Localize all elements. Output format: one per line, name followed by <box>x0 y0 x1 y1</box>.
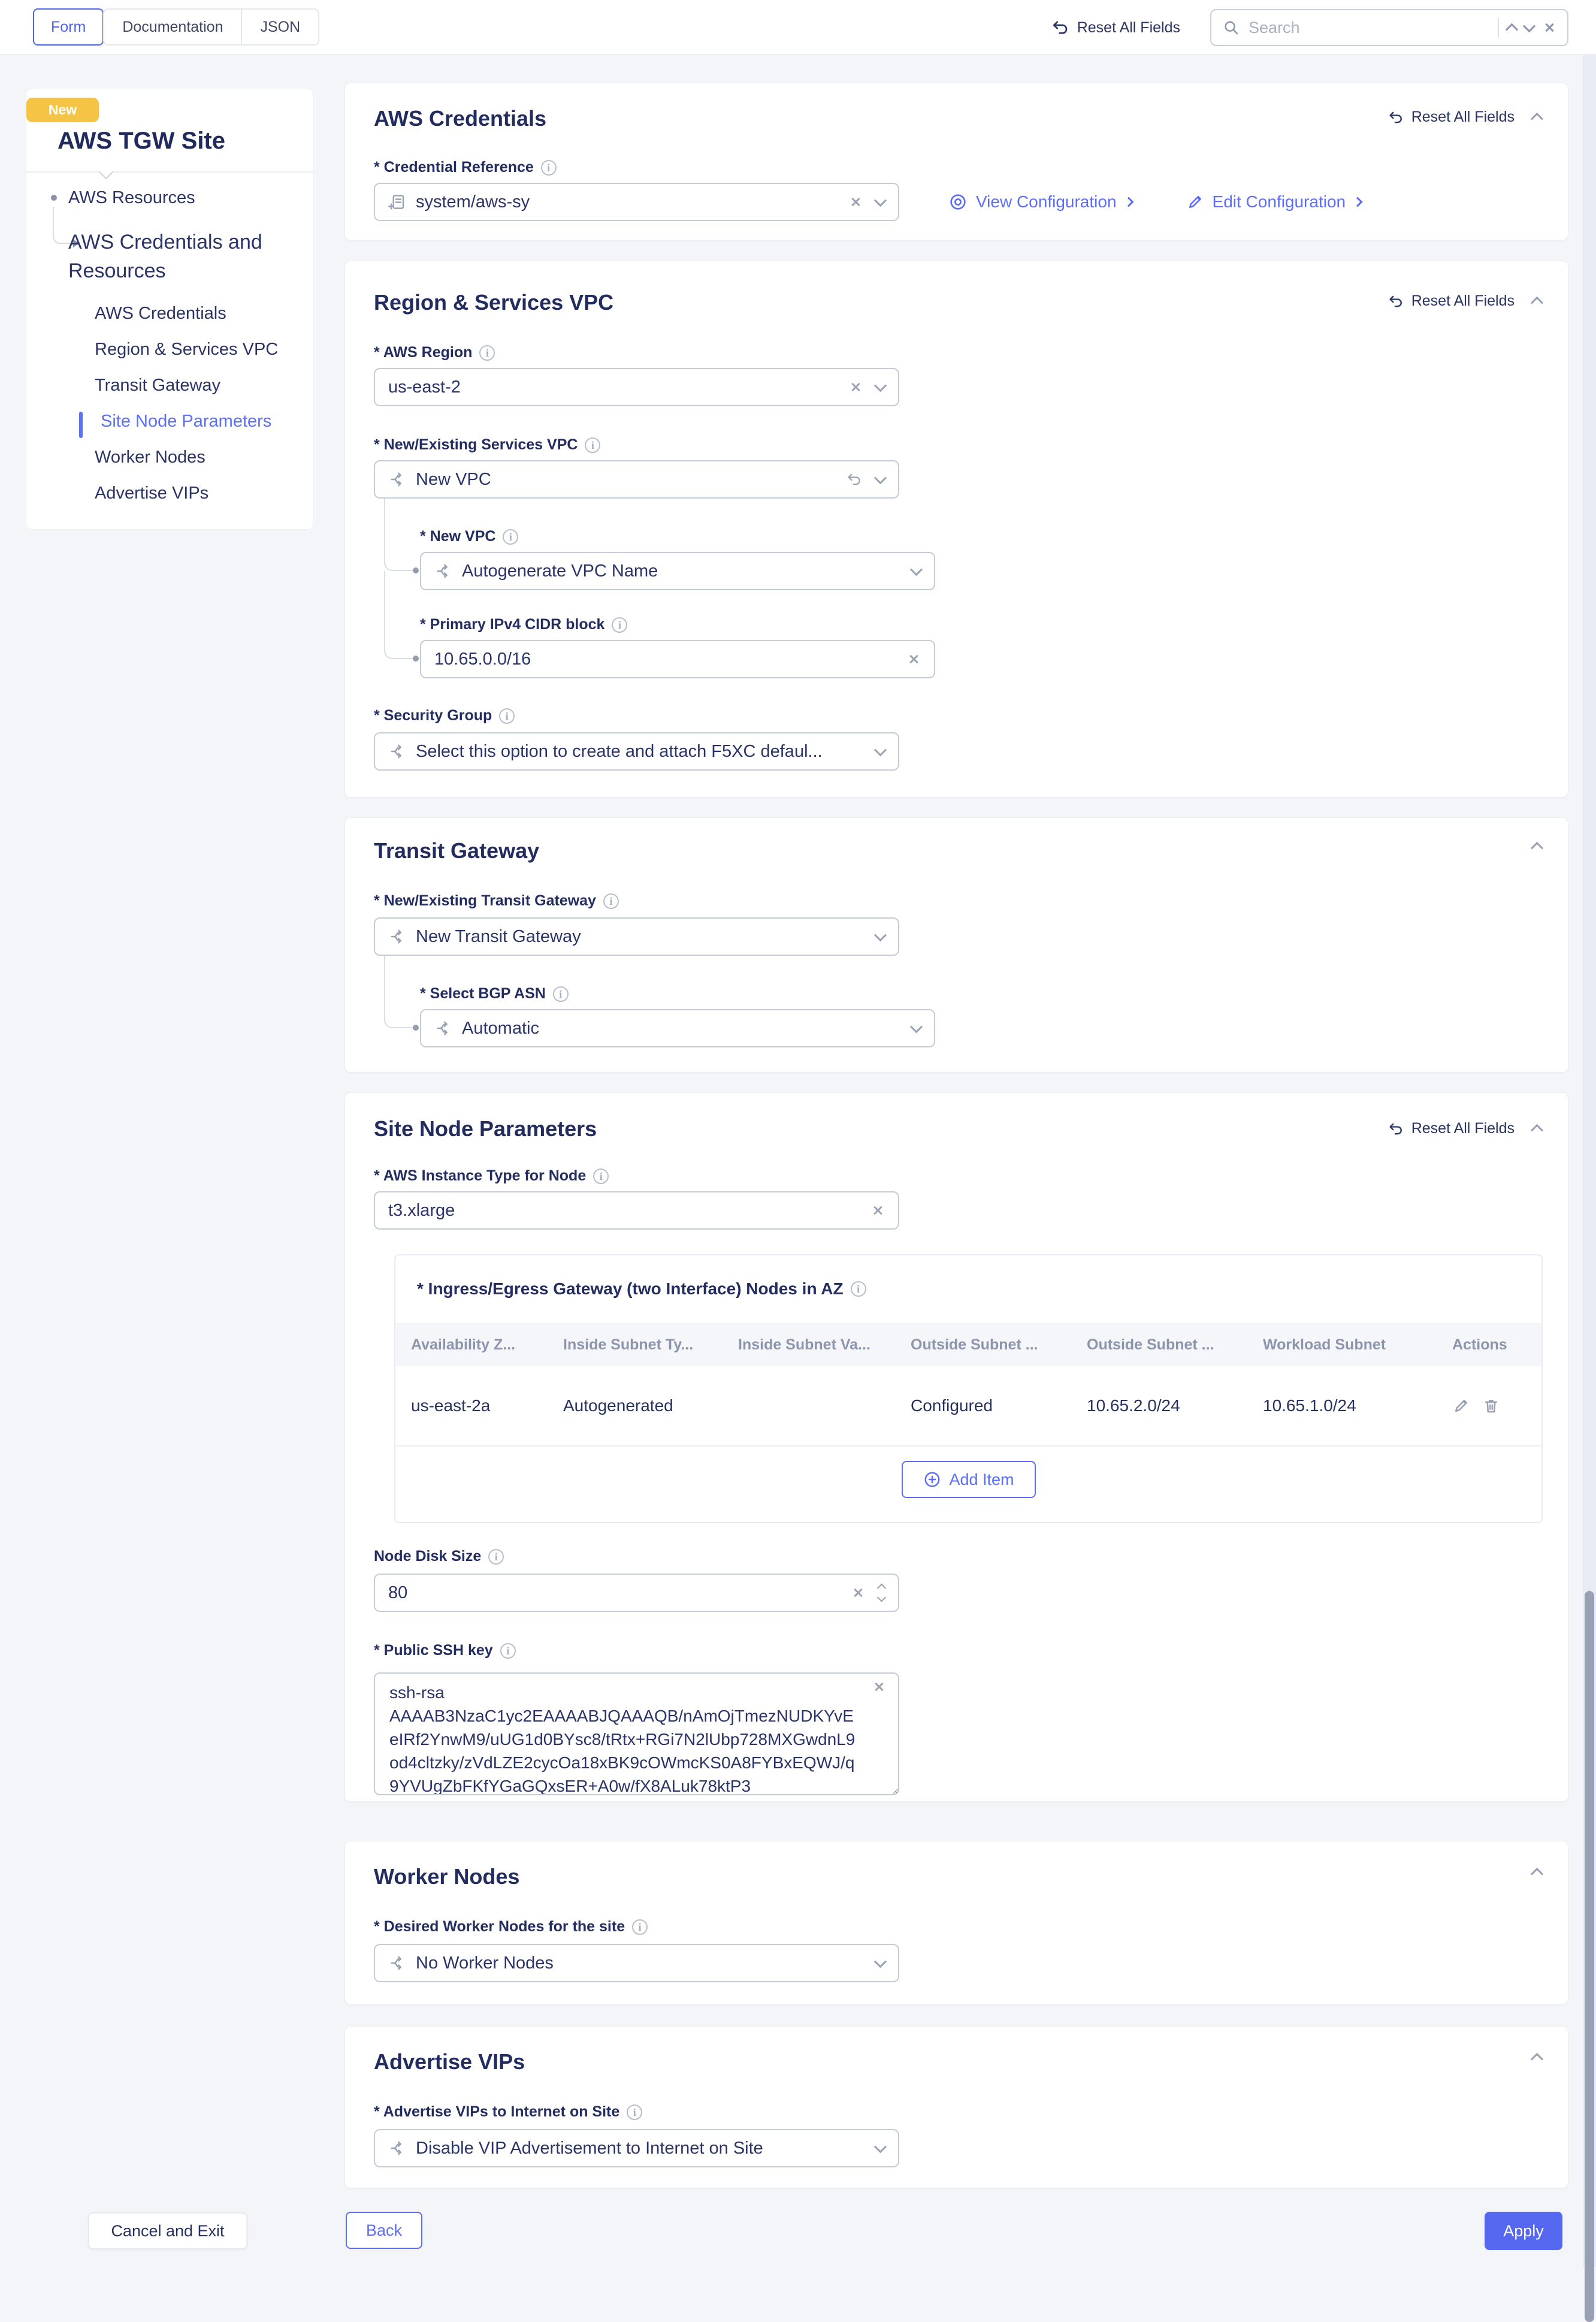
disk-size-value: 80 <box>388 1583 408 1602</box>
worker-nodes-label: * Desired Worker Nodes for the site i <box>374 1918 648 1935</box>
collapse-section-icon[interactable] <box>1531 2053 1543 2066</box>
section-title: AWS Credentials <box>374 106 547 131</box>
advertise-vips-label: * Advertise VIPs to Internet on Site i <box>374 2103 642 2121</box>
table-row <box>395 1366 1541 1447</box>
branch-icon <box>388 2139 406 2157</box>
cell-outside-subnet-type: Configured <box>911 1396 993 1415</box>
info-icon <box>851 1281 866 1297</box>
page-title: AWS TGW Site <box>58 128 225 154</box>
services-vpc-select[interactable] <box>374 460 899 499</box>
info-icon <box>603 893 619 909</box>
cell-outside-subnet-value: 10.65.2.0/24 <box>1087 1396 1180 1415</box>
disk-size-input[interactable] <box>374 1574 899 1612</box>
chevron-down-icon[interactable] <box>874 929 887 941</box>
branch-icon <box>434 562 452 580</box>
sidebar-item-advertise-vips[interactable]: Advertise VIPs <box>95 484 209 503</box>
sidebar-collapse-notch[interactable] <box>98 171 114 180</box>
reset-icon <box>1388 1121 1404 1137</box>
info-icon <box>499 708 515 724</box>
worker-nodes-value: No Worker Nodes <box>416 1953 554 1973</box>
tree-bullet-dot <box>51 195 57 201</box>
reset-icon <box>1051 18 1070 37</box>
sidebar-divider <box>26 171 313 173</box>
aws-region-select[interactable] <box>374 368 899 406</box>
topbar-right <box>1051 0 1568 55</box>
security-group-value: Select this option to create and attach F5XC defaul... <box>416 741 823 761</box>
cell-inside-subnet-type: Autogenerated <box>563 1396 673 1415</box>
credential-reference-label: * Credential Reference i <box>374 159 557 176</box>
reset-all-fields-label: Reset All Fields <box>1077 19 1180 36</box>
search-input[interactable] <box>1249 19 1489 37</box>
top-bar <box>0 0 1596 55</box>
table-header-row <box>395 1323 1541 1366</box>
aws-region-label: * AWS Region i <box>374 344 495 361</box>
reference-icon <box>388 193 406 211</box>
sidebar-item-aws-resources[interactable]: AWS Resources <box>68 188 195 207</box>
back-button[interactable]: Back <box>346 2212 422 2249</box>
sidebar-item-region-services-vpc[interactable]: Region & Services VPC <box>95 340 279 359</box>
clear-icon[interactable] <box>848 380 863 394</box>
clear-icon[interactable] <box>848 195 863 209</box>
bgp-asn-label: * Select BGP ASN i <box>420 985 569 1003</box>
collapse-section-icon[interactable] <box>1531 113 1543 125</box>
col-outside-subnet-value: Outside Subnet ... <box>1087 1336 1214 1353</box>
chevron-down-icon[interactable] <box>910 563 923 576</box>
col-workload-subnet: Workload Subnet <box>1263 1336 1386 1353</box>
credential-reference-select[interactable] <box>374 183 899 221</box>
transit-gateway-value: New Transit Gateway <box>416 926 581 946</box>
cidr-label: * Primary IPv4 CIDR block i <box>420 616 627 633</box>
services-vpc-value: New VPC <box>416 469 491 489</box>
search-close-button[interactable] <box>1542 20 1556 35</box>
info-icon <box>500 1643 516 1659</box>
chevron-down-icon[interactable] <box>874 472 887 484</box>
cidr-input[interactable] <box>420 640 935 678</box>
view-tabs <box>33 8 319 46</box>
tab-form-label: Form <box>51 18 86 35</box>
col-inside-subnet-type: Inside Subnet Ty... <box>563 1336 694 1353</box>
edit-row-icon[interactable] <box>1452 1397 1470 1415</box>
section-title: Region & Services VPC <box>374 290 614 315</box>
collapse-section-icon[interactable] <box>1531 842 1543 854</box>
wizard-sidebar <box>26 89 313 530</box>
cell-workload-subnet: 10.65.1.0/24 <box>1263 1396 1356 1415</box>
col-outside-subnet-type: Outside Subnet ... <box>911 1336 1038 1353</box>
sidebar-item-transit-gateway[interactable]: Transit Gateway <box>95 376 221 395</box>
page-scrollbar[interactable] <box>1583 55 1596 2267</box>
services-vpc-label: * New/Existing Services VPC i <box>374 436 600 454</box>
az-nodes-table <box>394 1254 1543 1523</box>
add-item-label: Add Item <box>949 1470 1014 1488</box>
search-prev-button[interactable] <box>1506 23 1518 35</box>
number-stepper <box>878 1583 885 1602</box>
info-icon <box>627 2104 642 2120</box>
search-divider <box>1498 18 1499 37</box>
chevron-down-icon[interactable] <box>874 379 887 392</box>
scrollbar-thumb[interactable] <box>1585 1591 1594 2322</box>
nested-connector <box>384 571 416 659</box>
eye-icon <box>948 192 968 212</box>
info-icon <box>585 437 600 453</box>
collapse-section-icon[interactable] <box>1531 1124 1543 1137</box>
sidebar-item-aws-credentials-and-resources[interactable]: AWS Credentials and Resources <box>68 231 262 282</box>
bgp-asn-value: Automatic <box>462 1018 539 1038</box>
chevron-down-icon[interactable] <box>874 744 887 756</box>
status-badge: New <box>26 98 99 122</box>
new-vpc-select[interactable] <box>420 552 935 590</box>
new-vpc-value: Autogenerate VPC Name <box>462 561 658 581</box>
search-box <box>1210 9 1568 46</box>
branch-icon <box>434 1019 452 1037</box>
section-advertise-vips <box>344 2026 1568 2188</box>
section-aws-credentials <box>344 83 1568 240</box>
chevron-down-icon[interactable] <box>874 194 887 207</box>
transit-gateway-label: * New/Existing Transit Gateway i <box>374 892 619 910</box>
section-reset-label: Reset All Fields <box>1411 108 1515 125</box>
col-inside-subnet-value: Inside Subnet Va... <box>738 1336 870 1353</box>
info-icon <box>632 1919 648 1935</box>
section-reset-all-button[interactable] <box>1388 108 1515 126</box>
disk-size-label: Node Disk Size i <box>374 1548 504 1565</box>
credential-reference-value: system/aws-sy <box>416 192 530 212</box>
advertise-vips-select[interactable] <box>374 2129 899 2167</box>
worker-nodes-select[interactable] <box>374 1944 899 1982</box>
security-group-select[interactable] <box>374 732 899 771</box>
nested-connector <box>384 499 416 571</box>
form-content <box>344 83 1568 2188</box>
aws-region-value: us-east-2 <box>388 377 461 397</box>
info-icon <box>488 1549 504 1565</box>
tab-documentation-label: Documentation <box>122 18 223 35</box>
clear-icon[interactable] <box>870 1203 885 1218</box>
clear-icon[interactable] <box>851 1586 865 1600</box>
tab-documentation[interactable] <box>104 10 241 44</box>
cancel-and-exit-button[interactable]: Cancel and Exit <box>88 2212 247 2249</box>
instance-type-value: t3.xlarge <box>388 1200 455 1220</box>
delete-row-icon[interactable] <box>1482 1397 1500 1415</box>
section-reset-all-button[interactable] <box>1388 292 1515 310</box>
chevron-down-icon[interactable] <box>874 2140 887 2153</box>
reset-icon <box>1388 293 1404 310</box>
section-reset-label: Reset All Fields <box>1411 292 1515 309</box>
tab-form[interactable] <box>33 8 104 46</box>
col-availability-zone: Availability Z... <box>411 1336 516 1353</box>
branch-icon <box>388 742 406 760</box>
section-transit-gateway <box>344 817 1568 1073</box>
tab-json[interactable] <box>241 10 318 44</box>
search-next-button[interactable] <box>1523 20 1535 32</box>
cidr-value: 10.65.0.0/16 <box>434 649 531 669</box>
tab-json-label: JSON <box>260 18 301 35</box>
edit-configuration-link[interactable] <box>1186 192 1362 212</box>
instance-type-input[interactable] <box>374 1191 899 1230</box>
edit-configuration-label: Edit Configuration <box>1212 192 1346 211</box>
tab-group <box>103 8 319 46</box>
clear-icon[interactable] <box>872 1680 886 1694</box>
section-reset-all-button[interactable] <box>1388 1120 1515 1137</box>
new-vpc-label: * New VPC i <box>420 528 518 545</box>
bgp-asn-select[interactable] <box>420 1009 935 1047</box>
reset-all-fields-button[interactable] <box>1051 18 1180 37</box>
section-region-services-vpc <box>344 261 1568 798</box>
reset-icon <box>1388 109 1404 126</box>
branch-icon <box>388 928 406 946</box>
col-actions: Actions <box>1452 1336 1507 1353</box>
search-icon <box>1222 19 1240 37</box>
cell-availability-zone: us-east-2a <box>411 1396 491 1415</box>
ssh-key-field <box>374 1672 899 1795</box>
chevron-right-icon <box>1123 197 1133 207</box>
chevron-down-icon[interactable] <box>910 1020 923 1033</box>
active-item-bar <box>79 412 83 438</box>
view-configuration-link[interactable] <box>948 192 1132 212</box>
section-site-node-parameters <box>344 1092 1568 1802</box>
view-configuration-label: View Configuration <box>976 192 1117 211</box>
ssh-key-textarea[interactable] <box>374 1672 899 1795</box>
apply-button[interactable]: Apply <box>1485 2212 1562 2250</box>
revert-icon[interactable] <box>846 471 863 488</box>
section-title: Transit Gateway <box>374 838 540 863</box>
chevron-down-icon[interactable] <box>874 1955 887 1968</box>
sidebar-item-worker-nodes[interactable]: Worker Nodes <box>95 448 205 467</box>
sidebar-item-site-node-parameters[interactable]: Site Node Parameters <box>101 412 272 431</box>
instance-type-label: * AWS Instance Type for Node i <box>374 1167 609 1185</box>
branch-icon <box>388 470 406 488</box>
branch-icon <box>388 1954 406 1972</box>
clear-icon[interactable] <box>906 652 921 666</box>
info-icon <box>503 529 518 545</box>
plus-circle-icon <box>923 1471 941 1488</box>
collapse-section-icon[interactable] <box>1531 1868 1543 1880</box>
chevron-right-icon <box>1353 197 1363 207</box>
section-title: Worker Nodes <box>374 1864 520 1889</box>
az-nodes-label: * Ingress/Egress Gateway (two Interface) Nodes in AZ i <box>417 1279 866 1299</box>
section-title: Advertise VIPs <box>374 2049 525 2074</box>
section-reset-label: Reset All Fields <box>1411 1120 1515 1137</box>
collapse-section-icon[interactable] <box>1531 297 1543 309</box>
pencil-icon <box>1186 193 1204 211</box>
info-icon <box>479 345 495 361</box>
stepper-up-icon[interactable] <box>877 1584 887 1593</box>
security-group-label: * Security Group i <box>374 707 515 724</box>
info-icon <box>541 160 557 176</box>
info-icon <box>593 1168 609 1184</box>
add-item-button[interactable] <box>901 1461 1035 1498</box>
sidebar-item-aws-credentials[interactable]: AWS Credentials <box>95 304 226 323</box>
info-icon <box>612 617 627 633</box>
transit-gateway-select[interactable] <box>374 917 899 956</box>
section-worker-nodes <box>344 1841 1568 2004</box>
stepper-down-icon[interactable] <box>877 1593 887 1602</box>
section-title: Site Node Parameters <box>374 1116 597 1141</box>
advertise-vips-value: Disable VIP Advertisement to Internet on Site <box>416 2138 763 2158</box>
info-icon <box>553 986 569 1002</box>
nested-connector <box>384 956 416 1028</box>
ssh-key-label: * Public SSH key i <box>374 1642 516 1659</box>
